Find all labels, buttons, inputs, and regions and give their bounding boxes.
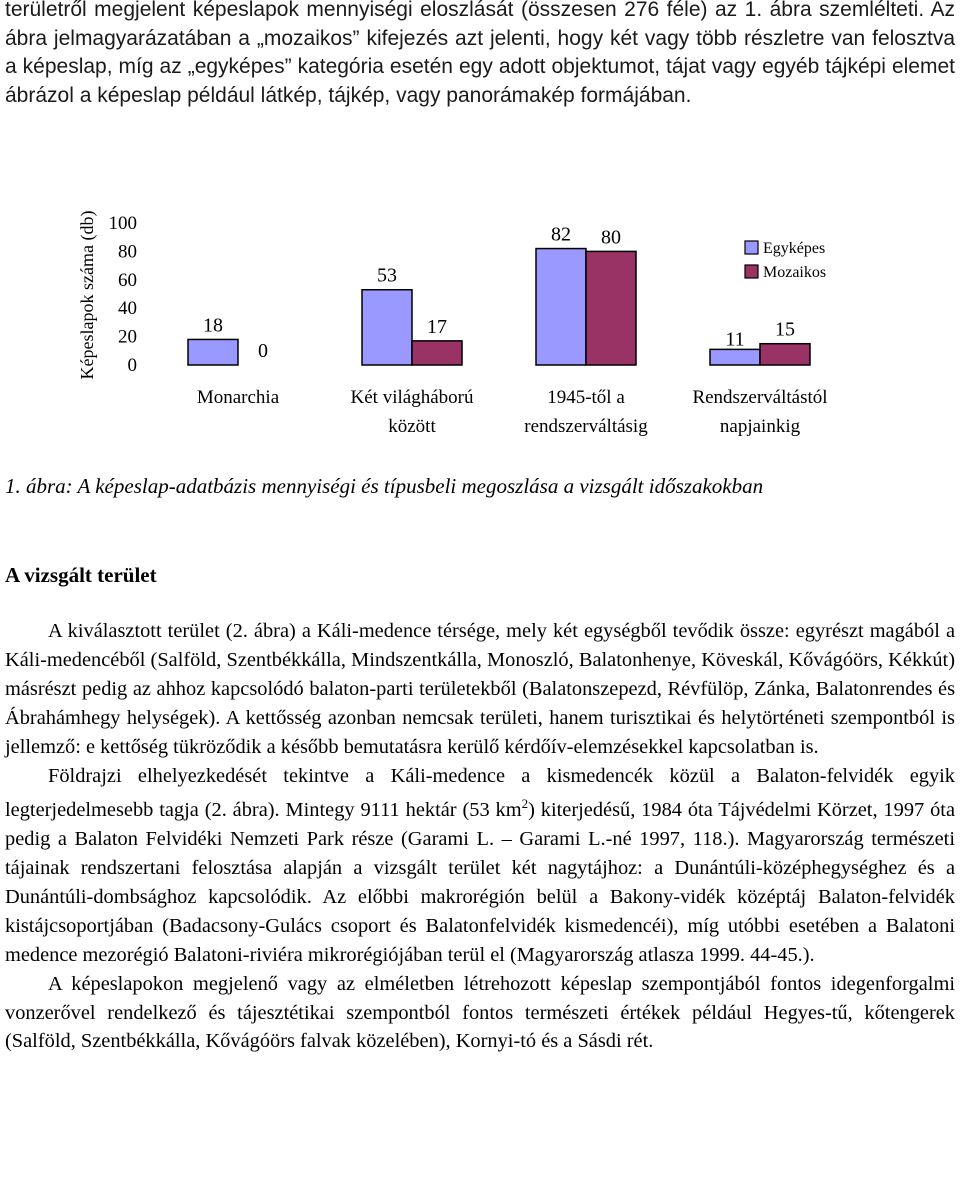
bar-mozaikos (586, 251, 636, 365)
data-label: 17 (427, 315, 447, 338)
category-label: Két világháború (350, 387, 474, 408)
paragraph-3: A képeslapokon megjelenő vagy az elméletben létrehozott képeslap szempontjából fontos idegenforgalmi vonzerővel rendelkező és tájesztétikai szempontból fontos természeti értékek például Hegyes-tű, kőtengerek (Salföld, Szentbékkálla, Kővágóörs falvak közelében), Kornyi-tó és a Sásdi rét. (5, 972, 955, 1053)
bar-egyképes (188, 339, 238, 365)
bar-egyképes (710, 349, 760, 365)
category-label: Rendszerváltástól (692, 387, 828, 408)
y-tick-label: 20 (118, 326, 137, 348)
body-text (5, 617, 955, 1056)
intro-text: területről megjelent képeslapok mennyiségi eloszlását (összesen 276 féle) az 1. ábra szemlélteti. Az ábra jelmagyarázatában a „mozaikos” kifejezés azt jelenti, hogy két vagy több részletre van felosztva a képeslap, míg az „egyképes” kategória esetén egy adott objektumot, tájat vagy egyéb tájképi elemet ábrázol a képeslap például látkép, tájkép, vagy panorámakép formájában. (5, 0, 955, 107)
paragraph-2 (5, 762, 955, 970)
y-tick-label: 80 (118, 241, 137, 263)
y-tick-label: 0 (127, 355, 137, 376)
data-label: 82 (551, 223, 571, 246)
category-label: között (388, 416, 436, 437)
data-label: 11 (725, 328, 745, 351)
category-label: napjainkig (719, 416, 801, 437)
data-label: 18 (203, 314, 223, 337)
section-heading: A vizsgált terület (5, 563, 157, 587)
data-label: 0 (258, 340, 268, 362)
category-label: rendszerváltásig (524, 416, 648, 437)
intro-paragraph (5, 0, 955, 110)
legend-swatch (745, 241, 758, 254)
data-label: 15 (775, 318, 795, 341)
bar-mozaikos (412, 341, 462, 365)
y-axis-title: Képeslapok száma (db) (77, 210, 97, 380)
category-label: Monarchia (196, 387, 280, 408)
y-tick-label: 60 (118, 269, 137, 291)
figure-caption: 1. ábra: A képeslap-adatbázis mennyiségi és típusbeli megoszlása a vizsgált időszakokban (5, 474, 764, 498)
superscript-2: 2 (521, 796, 529, 812)
data-label: 53 (377, 264, 397, 287)
paragraph-2-part-b: ) kiterjedésű, 1984 óta Tájvédelmi Körzet, 1997 óta pedig a Balaton Felvidéki Nemzeti Park része (Garami L. – Garami L.-né 1997, 118.). Magyarország természeti tájainak rendszertani felosztása alapján a vizsgált terület két nagytájhoz: a Dunántúli-középhegységhez és a Dunántúli-dombsághoz kapcsolódik. Az előbbi makrorégión belül a Bakony-vidék középtáj Balaton-felvidék kistájcsoportjában (Badacsony-Gulács csoport és Balatonfelvidék kismedencéi), míg utóbbi esetében a Balatoni medence mezorégió Balatoni-riviéra mikrorégiójában terül el (Magyarország atlasza 1999. 44-45.). (5, 799, 955, 966)
y-tick-label: 100 (108, 213, 137, 234)
y-tick-label: 40 (118, 298, 137, 320)
bar-egyképes (362, 290, 412, 365)
legend-label: Egyképes (763, 240, 826, 257)
paragraph-1: A kiválasztott terület (2. ábra) a Káli-medence térsége, mely két egységből tevődik össze: egyrészt magából a Káli-medencéből (Salföld, Szentbékkálla, Mindszentkálla, Monoszló, Balatonhenye, Köveskál, Kővágóörs, Kékkút) másrészt pedig az ahhoz kapcsolódó balaton-parti területekből (Balatonszepezd, Révfülöp, Zánka, Balatonrendes és Ábrahámhegy helységek). A kettősség azonban nemcsak területi, hanem turisztikai és helytörténeti szempontból is jellemző: e kettőség tükröződik a később bemutatásra kerülő kérdőív-elemzésekkel kapcsolatban is. (5, 620, 955, 758)
paragraph-2-part-a: Földrajzi elhelyezkedését tekintve a Káli-medence a kismedencék közül a Balaton-felvidék egyik legterjedelmesebb tagja (2. ábra). Mintegy 9111 hektár (53 km (5, 764, 955, 822)
category-label: 1945-től a (547, 387, 625, 408)
bar-egyképes (536, 249, 586, 365)
bar-mozaikos (760, 344, 810, 365)
legend-label: Mozaikos (763, 264, 827, 281)
legend-swatch (745, 265, 758, 278)
data-label: 80 (601, 226, 621, 249)
bar-chart (0, 190, 960, 460)
